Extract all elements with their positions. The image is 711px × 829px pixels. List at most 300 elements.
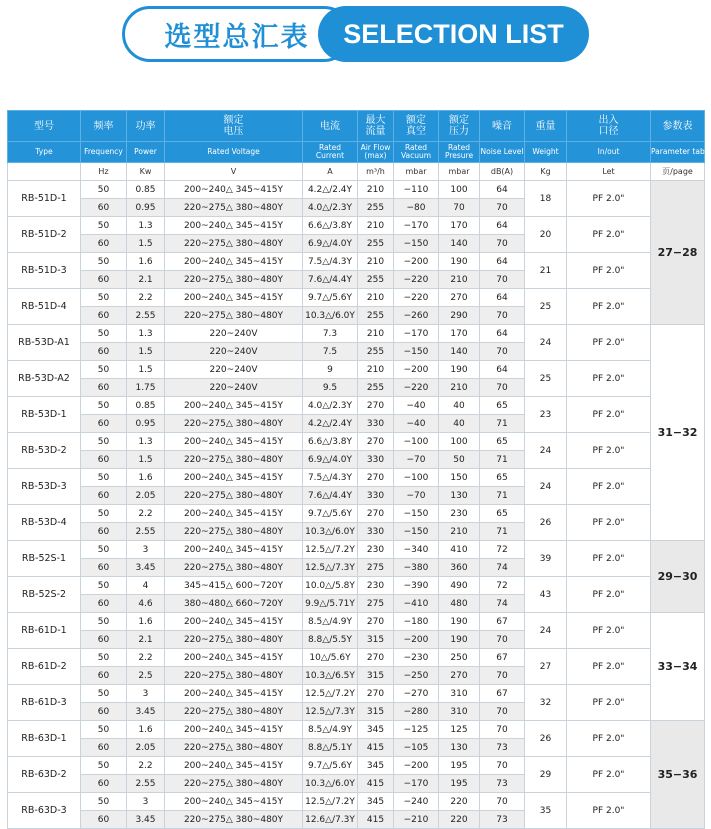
header-en-cell: Frequency: [81, 142, 127, 163]
header-en-cell: Weight: [525, 142, 567, 163]
data-cell: 4.2△/2.4Y: [303, 415, 358, 433]
data-cell: 60: [81, 595, 127, 613]
data-cell: −125: [394, 721, 439, 739]
data-cell: 1.5: [127, 451, 165, 469]
data-cell: −220: [394, 289, 439, 307]
data-cell: 8.5△/4.9Y: [303, 721, 358, 739]
header-unit-cell: m³/h: [358, 163, 394, 181]
data-cell: −170: [394, 217, 439, 235]
data-cell: 60: [81, 559, 127, 577]
data-cell: 50: [81, 505, 127, 523]
inout-cell: PF 2.0": [567, 721, 651, 757]
data-cell: 190: [439, 253, 480, 271]
model-cell: RB-53D-A2: [8, 361, 81, 397]
header-cn-cell: 噪音: [480, 111, 525, 142]
title-en-pill: [318, 6, 589, 62]
data-cell: 200~240△ 345~415Y: [165, 253, 303, 271]
data-cell: 70: [480, 235, 525, 253]
data-cell: 345: [358, 721, 394, 739]
data-cell: 210: [439, 379, 480, 397]
data-cell: 71: [480, 487, 525, 505]
header-unit-cell: V: [165, 163, 303, 181]
title-cn: 选型总汇表: [164, 21, 310, 53]
data-cell: 270: [358, 469, 394, 487]
data-cell: 220~275△ 380~480Y: [165, 307, 303, 325]
table-row: [8, 181, 705, 199]
data-cell: −230: [394, 649, 439, 667]
header-cn-cell: 额定 真空: [394, 111, 439, 142]
data-cell: 315: [358, 703, 394, 721]
data-cell: 270: [358, 505, 394, 523]
inout-cell: PF 2.0": [567, 433, 651, 469]
data-cell: −410: [394, 595, 439, 613]
data-cell: −150: [394, 523, 439, 541]
inout-cell: PF 2.0": [567, 793, 651, 829]
data-cell: 220~275△ 380~480Y: [165, 775, 303, 793]
data-cell: 50: [81, 541, 127, 559]
data-cell: 8.8△/5.5Y: [303, 631, 358, 649]
data-cell: 220~275△ 380~480Y: [165, 559, 303, 577]
inout-cell: PF 2.0": [567, 757, 651, 793]
data-cell: −150: [394, 235, 439, 253]
data-cell: 330: [358, 415, 394, 433]
weight-cell: 43: [525, 577, 567, 613]
table-row: [8, 541, 705, 559]
inout-cell: PF 2.0": [567, 577, 651, 613]
data-cell: 9.5: [303, 379, 358, 397]
data-cell: 60: [81, 703, 127, 721]
model-cell: RB-51D-2: [8, 217, 81, 253]
data-cell: −70: [394, 451, 439, 469]
header-unit-cell: Kg: [525, 163, 567, 181]
data-cell: 200~240△ 345~415Y: [165, 217, 303, 235]
inout-cell: PF 2.0": [567, 397, 651, 433]
data-cell: 270: [439, 667, 480, 685]
data-cell: 345: [358, 757, 394, 775]
weight-cell: 20: [525, 217, 567, 253]
data-cell: 50: [81, 397, 127, 415]
table-row: [8, 505, 705, 523]
data-cell: 270: [358, 433, 394, 451]
data-cell: −100: [394, 469, 439, 487]
header-unit-cell: dB(A): [480, 163, 525, 181]
data-cell: 60: [81, 307, 127, 325]
data-cell: 345~415△ 600~720Y: [165, 577, 303, 595]
data-cell: 1.6: [127, 469, 165, 487]
weight-cell: 24: [525, 325, 567, 361]
weight-cell: 24: [525, 613, 567, 649]
data-cell: 2.55: [127, 775, 165, 793]
data-cell: −250: [394, 667, 439, 685]
data-cell: 2.5: [127, 667, 165, 685]
weight-cell: 39: [525, 541, 567, 577]
data-cell: 2.2: [127, 505, 165, 523]
data-cell: 60: [81, 739, 127, 757]
title-banner: [122, 6, 589, 62]
data-cell: 50: [81, 721, 127, 739]
page-ref-cell: 27−28: [651, 181, 705, 325]
data-cell: −180: [394, 613, 439, 631]
data-cell: 60: [81, 775, 127, 793]
data-cell: 210: [358, 361, 394, 379]
data-cell: 60: [81, 271, 127, 289]
model-cell: RB-61D-3: [8, 685, 81, 721]
header-en-cell: Noise Level: [480, 142, 525, 163]
model-cell: RB-51D-3: [8, 253, 81, 289]
data-cell: 60: [81, 199, 127, 217]
data-cell: 50: [81, 325, 127, 343]
data-cell: 220~275△ 380~480Y: [165, 667, 303, 685]
data-cell: 190: [439, 613, 480, 631]
table-row: [8, 649, 705, 667]
data-cell: −200: [394, 361, 439, 379]
data-cell: 210: [358, 325, 394, 343]
data-cell: 200~240△ 345~415Y: [165, 397, 303, 415]
header-cn-cell: 最大 流量: [358, 111, 394, 142]
data-cell: 210: [358, 181, 394, 199]
table-row: [8, 793, 705, 811]
data-cell: 60: [81, 415, 127, 433]
data-cell: 70: [480, 343, 525, 361]
data-cell: 70: [480, 307, 525, 325]
data-cell: 210: [439, 271, 480, 289]
header-unit-cell: Kw: [127, 163, 165, 181]
data-cell: 415: [358, 811, 394, 829]
header-row-units: [8, 163, 705, 181]
header-cn-cell: 额定 电压: [165, 111, 303, 142]
data-cell: 210: [439, 523, 480, 541]
header-row-cn: [8, 111, 705, 142]
data-cell: 6.6△/3.8Y: [303, 433, 358, 451]
data-cell: 60: [81, 631, 127, 649]
header-en-cell: Rated Current: [303, 142, 358, 163]
data-cell: 7.3: [303, 325, 358, 343]
inout-cell: PF 2.0": [567, 505, 651, 541]
data-cell: 10△/5.6Y: [303, 649, 358, 667]
inout-cell: PF 2.0": [567, 181, 651, 217]
header-cn-cell: 型号: [8, 111, 81, 142]
data-cell: 9.9△/5.71Y: [303, 595, 358, 613]
inout-cell: PF 2.0": [567, 325, 651, 361]
header-unit-cell: mbar: [439, 163, 480, 181]
model-cell: RB-52S-2: [8, 577, 81, 613]
data-cell: 2.2: [127, 289, 165, 307]
data-cell: −40: [394, 415, 439, 433]
data-cell: 380~480△ 660~720Y: [165, 595, 303, 613]
data-cell: −270: [394, 685, 439, 703]
header-cn-cell: 参数表: [651, 111, 705, 142]
data-cell: 50: [81, 577, 127, 595]
data-cell: 3.45: [127, 811, 165, 829]
model-cell: RB-51D-4: [8, 289, 81, 325]
data-cell: 200~240△ 345~415Y: [165, 433, 303, 451]
data-cell: 315: [358, 631, 394, 649]
page-ref-cell: 31−32: [651, 325, 705, 541]
data-cell: 6.9△/4.0Y: [303, 451, 358, 469]
table-row: [8, 217, 705, 235]
data-cell: 60: [81, 667, 127, 685]
data-cell: 64: [480, 289, 525, 307]
data-cell: 60: [81, 235, 127, 253]
data-cell: 10.3△/6.5Y: [303, 667, 358, 685]
data-cell: 12.5△/7.3Y: [303, 559, 358, 577]
data-cell: 7.6△/4.4Y: [303, 271, 358, 289]
table-row: [8, 757, 705, 775]
model-cell: RB-52S-1: [8, 541, 81, 577]
table-row: [8, 289, 705, 307]
data-cell: 3: [127, 541, 165, 559]
data-cell: 220: [439, 811, 480, 829]
data-cell: 70: [480, 199, 525, 217]
data-cell: 130: [439, 487, 480, 505]
data-cell: 73: [480, 739, 525, 757]
weight-cell: 35: [525, 793, 567, 829]
data-cell: 64: [480, 181, 525, 199]
data-cell: 270: [358, 397, 394, 415]
data-cell: 220~275△ 380~480Y: [165, 811, 303, 829]
data-cell: 270: [358, 649, 394, 667]
data-cell: 50: [439, 451, 480, 469]
data-cell: 4.6: [127, 595, 165, 613]
data-cell: 60: [81, 523, 127, 541]
data-cell: 2.1: [127, 271, 165, 289]
data-cell: 65: [480, 433, 525, 451]
model-cell: RB-63D-3: [8, 793, 81, 829]
model-cell: RB-63D-1: [8, 721, 81, 757]
data-cell: 70: [480, 793, 525, 811]
data-cell: 2.2: [127, 757, 165, 775]
data-cell: 2.55: [127, 523, 165, 541]
data-cell: 130: [439, 739, 480, 757]
data-cell: −380: [394, 559, 439, 577]
data-cell: 50: [81, 433, 127, 451]
data-cell: 220~240V: [165, 343, 303, 361]
model-cell: RB-51D-1: [8, 181, 81, 217]
data-cell: 10.3△/6.0Y: [303, 775, 358, 793]
data-cell: 12.5△/7.3Y: [303, 703, 358, 721]
data-cell: 190: [439, 631, 480, 649]
data-cell: 270: [439, 289, 480, 307]
weight-cell: 24: [525, 469, 567, 505]
data-cell: 7.5△/4.3Y: [303, 253, 358, 271]
weight-cell: 32: [525, 685, 567, 721]
data-cell: −100: [394, 433, 439, 451]
data-cell: 50: [81, 649, 127, 667]
header-row-en: [8, 142, 705, 163]
weight-cell: 21: [525, 253, 567, 289]
data-cell: 71: [480, 451, 525, 469]
header-cn-cell: 频率: [81, 111, 127, 142]
model-cell: RB-53D-A1: [8, 325, 81, 361]
data-cell: 1.5: [127, 361, 165, 379]
data-cell: 190: [439, 361, 480, 379]
data-cell: −40: [394, 397, 439, 415]
data-cell: 195: [439, 757, 480, 775]
selection-table: [7, 110, 711, 829]
table-row: [8, 433, 705, 451]
inout-cell: PF 2.0": [567, 541, 651, 577]
data-cell: 125: [439, 721, 480, 739]
inout-cell: PF 2.0": [567, 613, 651, 649]
data-cell: −200: [394, 631, 439, 649]
data-cell: 9: [303, 361, 358, 379]
table-row: [8, 721, 705, 739]
data-cell: 40: [439, 397, 480, 415]
data-cell: 70: [480, 271, 525, 289]
data-cell: 315: [358, 667, 394, 685]
data-cell: −200: [394, 757, 439, 775]
data-cell: 70: [480, 721, 525, 739]
model-cell: RB-53D-2: [8, 433, 81, 469]
data-cell: 10.3△/6.0Y: [303, 307, 358, 325]
data-cell: 170: [439, 217, 480, 235]
data-cell: 12.5△/7.2Y: [303, 793, 358, 811]
inout-cell: PF 2.0": [567, 253, 651, 289]
data-cell: 10.0△/5.8Y: [303, 577, 358, 595]
weight-cell: 23: [525, 397, 567, 433]
data-cell: 72: [480, 577, 525, 595]
inout-cell: PF 2.0": [567, 649, 651, 685]
data-cell: 50: [81, 469, 127, 487]
data-cell: 12.6△/7.3Y: [303, 811, 358, 829]
data-cell: 200~240△ 345~415Y: [165, 469, 303, 487]
header-en-cell: Power: [127, 142, 165, 163]
page-ref-cell: 29−30: [651, 541, 705, 613]
header-unit-cell: Let: [567, 163, 651, 181]
data-cell: −220: [394, 379, 439, 397]
data-cell: −105: [394, 739, 439, 757]
data-cell: 40: [439, 415, 480, 433]
data-cell: 7.5: [303, 343, 358, 361]
model-cell: RB-53D-4: [8, 505, 81, 541]
data-cell: 4.0△/2.3Y: [303, 397, 358, 415]
data-cell: 67: [480, 613, 525, 631]
data-cell: 9.7△/5.6Y: [303, 757, 358, 775]
data-cell: 8.5△/4.9Y: [303, 613, 358, 631]
header-en-cell: Rated Vacuum: [394, 142, 439, 163]
data-cell: 1.6: [127, 253, 165, 271]
data-cell: 230: [439, 505, 480, 523]
data-cell: 60: [81, 379, 127, 397]
data-cell: 410: [439, 541, 480, 559]
data-cell: −80: [394, 199, 439, 217]
header-en-cell: Rated Voltage: [165, 142, 303, 163]
data-cell: 65: [480, 469, 525, 487]
table-row: [8, 613, 705, 631]
data-cell: 50: [81, 217, 127, 235]
weight-cell: 26: [525, 505, 567, 541]
data-cell: 220: [439, 793, 480, 811]
data-cell: 255: [358, 199, 394, 217]
data-cell: 210: [358, 217, 394, 235]
data-cell: 2.55: [127, 307, 165, 325]
data-cell: 230: [358, 577, 394, 595]
data-cell: 220~240V: [165, 325, 303, 343]
data-cell: 74: [480, 559, 525, 577]
data-cell: 195: [439, 775, 480, 793]
inout-cell: PF 2.0": [567, 361, 651, 397]
data-cell: 200~240△ 345~415Y: [165, 505, 303, 523]
model-cell: RB-53D-1: [8, 397, 81, 433]
title-en: SELECTION LIST: [343, 18, 564, 49]
data-cell: 255: [358, 343, 394, 361]
weight-cell: 18: [525, 181, 567, 217]
inout-cell: PF 2.0": [567, 469, 651, 505]
data-cell: 64: [480, 253, 525, 271]
page-ref-cell: 35−36: [651, 721, 705, 829]
data-cell: 220~275△ 380~480Y: [165, 415, 303, 433]
data-cell: 1.5: [127, 343, 165, 361]
header-unit-cell: Hz: [81, 163, 127, 181]
data-cell: 210: [358, 253, 394, 271]
data-cell: 71: [480, 523, 525, 541]
data-cell: 74: [480, 595, 525, 613]
model-cell: RB-63D-2: [8, 757, 81, 793]
data-cell: 8.8△/5.1Y: [303, 739, 358, 757]
data-cell: 220~275△ 380~480Y: [165, 271, 303, 289]
data-cell: 330: [358, 487, 394, 505]
data-cell: 50: [81, 361, 127, 379]
data-cell: 170: [439, 325, 480, 343]
data-cell: 1.5: [127, 235, 165, 253]
data-cell: 73: [480, 775, 525, 793]
header-unit-cell: mbar: [394, 163, 439, 181]
weight-cell: 25: [525, 361, 567, 397]
data-cell: −170: [394, 325, 439, 343]
data-cell: 50: [81, 289, 127, 307]
data-cell: 330: [358, 451, 394, 469]
data-cell: 1.75: [127, 379, 165, 397]
data-cell: −260: [394, 307, 439, 325]
header-cn-cell: 功率: [127, 111, 165, 142]
table-row: [8, 325, 705, 343]
data-cell: 0.95: [127, 415, 165, 433]
data-cell: 200~240△ 345~415Y: [165, 649, 303, 667]
data-cell: 70: [480, 703, 525, 721]
header-en-cell: Air Flow (max): [358, 142, 394, 163]
data-cell: 67: [480, 649, 525, 667]
data-cell: 12.5△/7.2Y: [303, 685, 358, 703]
data-cell: 415: [358, 739, 394, 757]
data-cell: 330: [358, 523, 394, 541]
data-cell: 270: [358, 613, 394, 631]
data-cell: 0.85: [127, 397, 165, 415]
inout-cell: PF 2.0": [567, 685, 651, 721]
data-cell: 220~275△ 380~480Y: [165, 703, 303, 721]
data-cell: 65: [480, 505, 525, 523]
data-cell: −110: [394, 181, 439, 199]
data-cell: 65: [480, 397, 525, 415]
data-cell: 50: [81, 793, 127, 811]
data-cell: 64: [480, 361, 525, 379]
data-cell: −280: [394, 703, 439, 721]
data-cell: 70: [480, 631, 525, 649]
data-cell: 0.85: [127, 181, 165, 199]
data-cell: 1.3: [127, 325, 165, 343]
data-cell: 220~275△ 380~480Y: [165, 487, 303, 505]
header-cn-cell: 额定 压力: [439, 111, 480, 142]
data-cell: 200~240△ 345~415Y: [165, 541, 303, 559]
table-body: [8, 181, 705, 829]
data-cell: 2.05: [127, 487, 165, 505]
header-en-cell: Parameter table: [651, 142, 705, 163]
data-cell: 220~240V: [165, 361, 303, 379]
data-cell: 200~240△ 345~415Y: [165, 289, 303, 307]
data-cell: 250: [439, 649, 480, 667]
data-cell: −210: [394, 811, 439, 829]
data-cell: 60: [81, 343, 127, 361]
data-cell: 415: [358, 775, 394, 793]
